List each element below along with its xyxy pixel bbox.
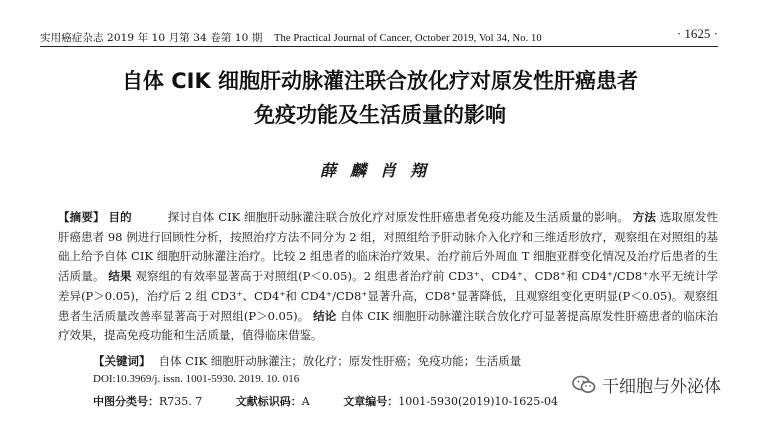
clc-value: R735. 7 <box>159 395 203 408</box>
journal-header <box>40 30 542 45</box>
keywords <box>93 353 521 369</box>
doc-code-value: A <box>301 395 310 408</box>
doi: DOI:10.3969/j. issn. 1001-5930. 2019. 10. 016 <box>93 373 300 385</box>
article-title <box>0 64 760 132</box>
results-text: 观察组的有效率显著高于对照组(P＜0.05)。2 组患者治疗前 CD3⁺、CD4⁺、CD8⁺和 CD4⁺/CD8⁺水平无统计学差异(P＞0.05)，治疗后 2 组 CD3⁺、CD4⁺和 CD4⁺/CD8⁺显著升高，CD8⁺显著降低，且观察组变化更明显(P＜0.05)。观察组患者生活质量改善率显著高于对照组(P＞0.05)。 <box>58 269 719 323</box>
keywords-label: 【关键词】 <box>93 354 151 368</box>
title-line-2: 免疫功能及生活质量的影响 <box>254 103 506 127</box>
objective-label: 目的 <box>108 210 132 224</box>
watermark-text: 干细胞与外泌体 <box>602 377 721 397</box>
objective-text: 探讨自体 CIK 细胞肝动脉灌注联合放化疗对原发性肝癌患者免疫功能及生活质量的影响。 <box>167 210 629 224</box>
article-no-value: 1001-5930(2019)10-1625-04 <box>398 395 558 408</box>
clc-label: 中图分类号： <box>93 395 159 408</box>
abstract <box>58 208 718 346</box>
wechat-icon <box>572 375 596 395</box>
page-number: · 1625 · <box>676 26 718 41</box>
abstract-label: 【摘要】 <box>58 210 105 224</box>
methods-label: 方法 <box>632 210 657 224</box>
results-label: 结果 <box>108 269 132 284</box>
journal-name-cn: 实用癌症杂志 2019 年 10 月第 34 卷第 10 期 <box>40 32 263 44</box>
classification-line <box>93 393 588 409</box>
conclusion-label: 结论 <box>313 308 337 323</box>
methods-text: 选取原发性肝癌患者 98 例进行回顾性分析，按照治疗方法不同分为 2 组，对照组给予肝动脉介入化疗和三维适形放疗，观察组在对照组的基础上给予自体 CIK 细胞肝动脉灌注治疗。比较 2 组患者的临床治疗效果、治疗前后外周血 T 细胞亚群变化情况及治疗后患者的生活质量。 <box>58 210 719 284</box>
title-line-1: 自体 CIK 细胞肝动脉灌注联合放化疗对原发性肝癌患者 <box>121 69 639 93</box>
watermark <box>572 372 721 397</box>
article-no-label: 文章编号： <box>343 395 399 408</box>
doc-code-label: 文献标识码： <box>235 395 302 408</box>
header-rule <box>40 46 718 47</box>
keywords-text: 自体 CIK 细胞肝动脉灌注；放化疗；原发性肝癌；免疫功能；生活质量 <box>158 354 522 368</box>
authors: 薛麟肖翔 <box>319 161 440 180</box>
conclusion-text: 自体 CIK 细胞肝动脉灌注联合放化疗可显著提高原发性肝癌患者的临床治疗效果，提高免疫功能和生活质量，值得临床借鉴。 <box>58 308 719 343</box>
journal-name-en: The Practical Journal of Cancer, October 2019, Vol 34, No. 10 <box>273 33 542 44</box>
